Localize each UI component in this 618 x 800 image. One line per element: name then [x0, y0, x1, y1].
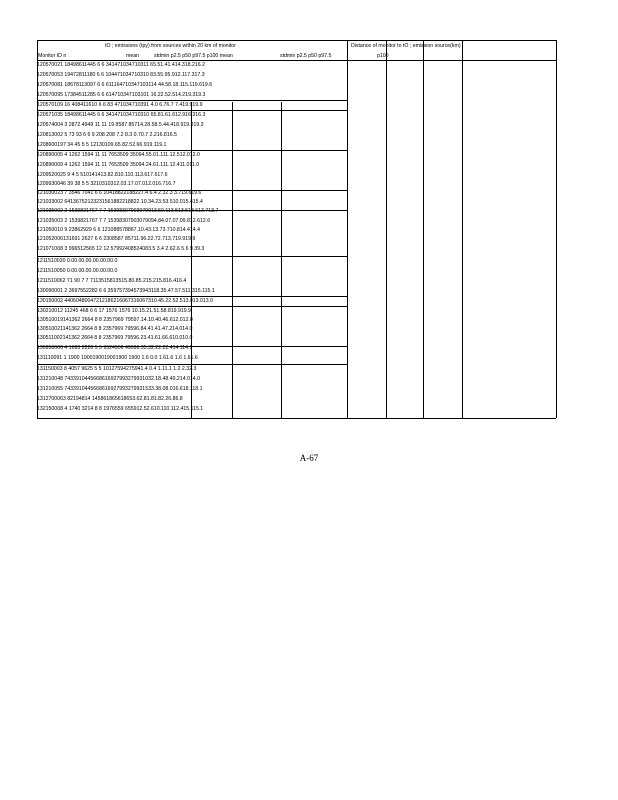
- table-row: 121050010 9 23862929 6 6 121088578867.10.43.13.73.710.814.414.4: [37, 227, 200, 233]
- table-row: 120570053 19472811180 6 6 104471034710310 83.55.95.912.117.317.3: [37, 72, 205, 78]
- table-row: 121033002 64136752123231561882218822.10.34.23.53.510.015.415.4: [37, 199, 203, 205]
- table-row: 1209930046 39 38 5 5 3210310312.03.17.07.012.016.716.7: [37, 181, 176, 187]
- table-row: 130510021141362 2664 8 8 2357969 79596.84.41.41.47.214.014.0: [37, 326, 193, 332]
- table-row: 121030023 7 3546 7041 6 6 10418822188227.4 6.4 2.32.3 3.719.619.6: [37, 190, 202, 196]
- row-divider: [37, 60, 556, 61]
- row-divider: [37, 418, 556, 419]
- row-divider: [37, 150, 347, 151]
- table-row: 1209520025 9 4 5 510141413.82.810.110.113.617.617.6: [37, 172, 168, 178]
- header-mean: mean: [126, 53, 139, 59]
- table-row: 121071008 3 996512565 12 12 57992408524083.5 3.4 2.62.6 5.6 9.39.3: [37, 246, 205, 252]
- table-row: 1211510050 0.00.00.00.00.00.00.0: [37, 268, 118, 274]
- header-stats: stdmin p2.5 p50 p97.5 p100 mean: [154, 53, 233, 59]
- table-row: 1211510062 71 90 7 7 7113515813515.80.85.215.215.816.416.4: [37, 278, 187, 284]
- table-row: 1208600197 34 45 5 5 12130109.65.82.52.66.919.119.1: [37, 142, 167, 148]
- col-divider: [556, 40, 557, 418]
- table-row: 120570109 16 408411610 6 6 83 471034710391 4.0 6.76.7 7.419.919.9: [37, 102, 203, 108]
- table-row: 120574004 3 2872 4949 11 11 19 8587 85714.28.58.5.44.418.919.319.3: [37, 122, 204, 128]
- table-row: 131210048 7433910445668616927993279931032.18.48.49.214.014.0: [37, 376, 200, 382]
- table-row: 120570095 17384511285 6 6 614710347103101 16.22.52.514.219.319.3: [37, 92, 206, 98]
- header-stats-2: stdmin p2.5 p50 p97.5: [280, 53, 332, 59]
- table-row: 130090001 2 3697552282 6 6 359757394573943118.35.47.57.511.315.115.1: [37, 288, 215, 294]
- table-row: 120813002 5 73 93 6 6 9 208 208 7.2 8.3 0.70.7 2.216.816.5: [37, 132, 177, 138]
- table-row: 120571035 18498611445 6 6 341471034710310 65.81.61.612.916.316.3: [37, 112, 206, 118]
- table-row: 120890009 4 1262 1594 11 11 7653509 35094.24.61.111.12.411.011.0: [37, 162, 200, 168]
- table-row: 130210012 11245 468 6 6 17 1576 1576 10.15.21.51.58.819.919.9: [37, 308, 191, 314]
- col-divider: [386, 40, 387, 418]
- header-monitor-id: Monitor ID n: [38, 53, 67, 59]
- row-divider: [37, 364, 347, 365]
- table-row: 120890005 4 1262 1594 11 11 7653509 35094.55.01.111.12.512.012.0: [37, 152, 200, 158]
- table-row: 121052006131691 2627 6 6 2308587 85711.96.22.72.713.719.919.9: [37, 236, 196, 242]
- table-row: 131150003 8 4057 9625 5 5 10127594275941.4 0.4 1.11.1 1.2 2.32.3: [37, 366, 197, 372]
- table-row: 132150008 4 1740 3214 8 8 1976559 655912.52.610.110.112.415.115.1: [37, 406, 204, 412]
- table-row: 131210055 7433910445668616927993279931533.38.08.016.618.118.1: [37, 386, 203, 392]
- col-divider: [347, 40, 348, 418]
- table-row: 130950006 4 1693 2220 5 5 9524906 49096.35.32.22.22.414.114.1: [37, 345, 193, 351]
- row-divider: [37, 306, 347, 307]
- table-row: 130511002141362 2664 8 8 2357969 79596.23.41.61.66.610.010.0: [37, 335, 193, 341]
- header-distance-line: Distance of monitor to tO ; emission source(km): [351, 43, 461, 49]
- row-divider: [37, 256, 347, 257]
- table-row: 121035003 2 1539821767 7 7 15398307903079094.84.07.07.09.812.612.6: [37, 218, 211, 224]
- col-divider: [462, 40, 463, 418]
- row-divider: [37, 110, 347, 111]
- table-row: 121035002 2 1539821767 7 7 15398307903079013.50.113.513.513.613.713.7: [37, 208, 219, 214]
- table-row: 130510019141362 2664 8 8 2357969 79597.14.10.40.46.612.012.0: [37, 317, 193, 323]
- table-row: 130150002 44060480047212186216067316067310.45.22.52.513.013.013.0: [37, 298, 213, 304]
- page-number: A-67: [299, 453, 319, 463]
- table-row: 131110091 1 1900 1900190019001900 1900 1.6 0.0 1.61.6 1.6 1.61.6: [37, 355, 198, 361]
- table-row: 120570081 18678113097 6 6 611164710347103114 44.58.18.115.119.619.6: [37, 82, 213, 88]
- header-p100: p100: [377, 53, 389, 59]
- table-row: 120570021 18498611445 6 6 341471034710311 65.51.41.414.318.216.2: [37, 62, 205, 68]
- row-divider: [37, 40, 556, 41]
- col-divider: [423, 40, 424, 418]
- table-row: 1211510020 0.00.00.00.00.00.00.0: [37, 258, 118, 264]
- table-row: 1312700063 82194814 145861865618653.62.81.81.82.26.86.8: [37, 396, 183, 402]
- row-divider: [37, 296, 347, 297]
- row-divider: [37, 100, 347, 101]
- header-title-line: tO ; emissions (tpy) from sources within 20 km of monitor: [105, 43, 236, 49]
